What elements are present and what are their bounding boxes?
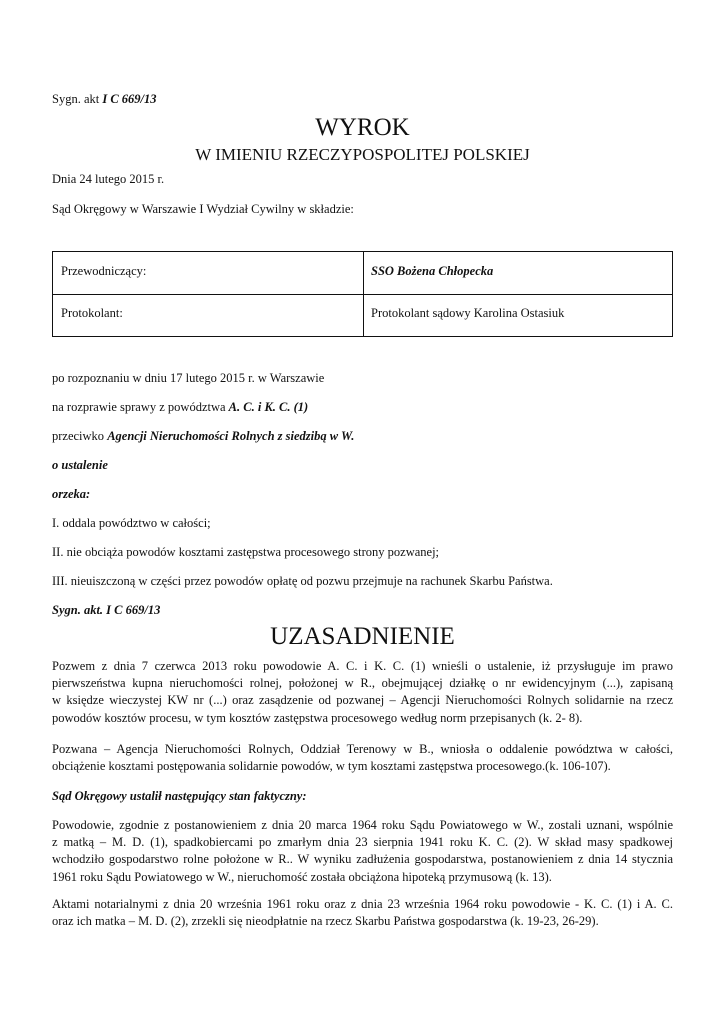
paragraph-line: pierwszeństwa kupna nieruchomości rolnej, położonej w R., obejmującej działkę o nr ewidencyjnym (...), zapisaną — [52, 676, 673, 691]
paragraph-line: oraz ich matka – M. D. (2), zrzekli się nieodpłatnie na rzecz Skarbu Państwa gospodarstwa (k. 19-23, 26-29). — [52, 914, 599, 929]
defendant-prefix: przeciwko — [52, 429, 108, 443]
paragraph-line: Pozwana – Agencja Nieruchomości Rolnych, Oddział Terenowy w B., wniosła o oddalenie powództwa w całości, — [52, 742, 673, 756]
paragraph-line: 1961 roku Sądu Powiatowego w W., nieruchomość została obciążona hipoteką przymusową (k. 13). — [52, 869, 552, 884]
paragraph-line: Pozwem z dnia 7 czerwca 2013 roku powodowie A. C. i K. C. (1) wnieśli o ustalenie, iż przysługuje im prawo — [52, 659, 673, 673]
case-signature-number: I C 669/13 — [102, 92, 157, 106]
paragraph-line: w księdze wieczystej KW nr (...) oraz zasądzenie od pozwanej – Agencji Nieruchomości Rolnych solidarnie na rzecz — [52, 693, 673, 708]
table-divider-horizontal — [53, 294, 672, 295]
paragraph-line: Powodowie, zgodnie z postanowieniem z dnia 20 marca 1964 roku Sądu Powiatowego w W., zostali uznani, wspólnie — [52, 818, 673, 832]
plaintiffs-names: A. C. i K. C. (1) — [228, 400, 309, 414]
justification-paragraph-2 — [52, 741, 673, 775]
justification-signature: Sygn. akt. I C 669/13 — [52, 603, 161, 617]
justification-paragraph-3 — [52, 817, 673, 886]
table-cell-name-chair: SSO Bożena Chłopecka — [371, 264, 494, 278]
ruling-item-2: II. nie obciąża powodów kosztami zastępstwa procesowego strony pozwanej; — [52, 545, 440, 559]
proceedings-date-line: po rozpoznaniu w dniu 17 lutego 2015 r. w Warszawie — [52, 371, 325, 385]
proceedings-plaintiffs-line — [52, 400, 308, 415]
composition-table — [52, 251, 673, 337]
defendant-name: Agencji Nieruchomości Rolnych z siedzibą w W. — [107, 429, 355, 443]
judgment-date: Dnia 24 lutego 2015 r. — [52, 172, 165, 186]
paragraph-line: powodów kosztów procesu, w tym kosztów zastępstwa procesowego według norm przepisanych (k. 2- 8). — [52, 710, 583, 725]
table-cell-name-clerk: Protokolant sądowy Karolina Ostasiuk — [371, 306, 565, 320]
ruling-item-3: III. nieuiszczoną w części przez powodów opłatę od pozwu przejmuje na rachunek Skarbu Państwa. — [52, 574, 553, 588]
ruling-item-1: I. oddala powództwo w całości; — [52, 516, 211, 530]
justification-paragraph-4 — [52, 896, 673, 930]
facts-heading: Sąd Okręgowy ustalił następujący stan faktyczny: — [52, 789, 307, 803]
court-composition-intro: Sąd Okręgowy w Warszawie I Wydział Cywilny w składzie: — [52, 202, 354, 216]
ruling-heading: orzeka: — [52, 487, 91, 501]
case-signature-prefix: Sygn. akt — [52, 92, 103, 106]
paragraph-line: Aktami notarialnymi z dnia 20 września 1961 roku oraz z dnia 23 września 1964 roku powodowie - K. C. (1) i A. C. — [52, 897, 673, 911]
plaintiffs-prefix: na rozprawie sprawy z powództwa — [52, 400, 229, 414]
document-subtitle: W IMIENIU RZECZYPOSPOLITEJ POLSKIEJ — [195, 145, 530, 164]
proceedings-defendant-line — [52, 429, 354, 444]
case-subject: o ustalenie — [52, 458, 108, 472]
case-signature — [52, 92, 157, 107]
document-title: WYROK — [315, 114, 410, 141]
table-cell-role-chair: Przewodniczący: — [61, 264, 147, 278]
justification-paragraph-1 — [52, 658, 673, 727]
paragraph-line: obciążenie kosztami postępowania solidarnie powodów, w tym kosztami zastępstwa procesowego.(k. 106-107). — [52, 759, 611, 774]
justification-title: UZASADNIENIE — [270, 623, 455, 650]
table-cell-role-clerk: Protokolant: — [61, 306, 123, 320]
paragraph-line: wchodziło gospodarstwo rolne położone w R.. W wyniku zadłużenia gospodarstwa, postanowieniem z dnia 14 stycznia — [52, 852, 673, 867]
paragraph-line: z matką – M. D. (1), spadkobiercami po zmarłym dnia 23 sierpnia 1941 roku K. C. (2). W skład masy spadkowej — [52, 835, 673, 850]
